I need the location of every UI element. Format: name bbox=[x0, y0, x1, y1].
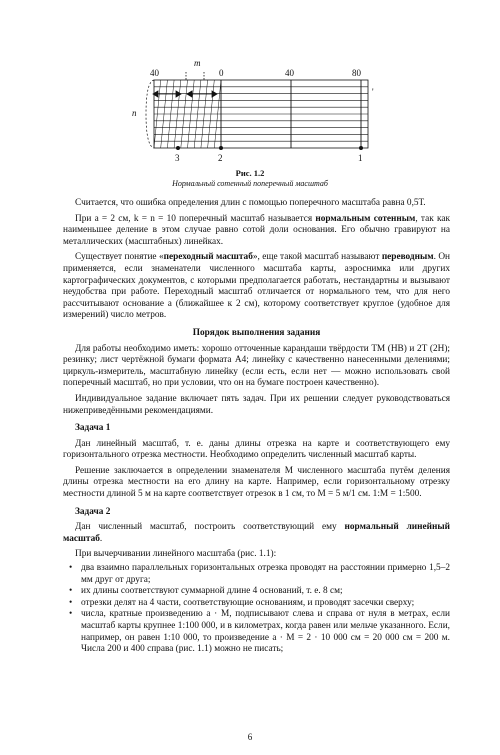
body-text bbox=[63, 198, 450, 656]
paragraph: Существует понятие «переходный масштаб», еще такой масштаб называют переводным. Он применяется, если знаменатели численного масштаба карты, аэроснимка или других картографических документов, с которыми предполагается работать, нестандартны и вызывают неудобства при работе. Переходный масштаб отличается от нормального тем, что для него рассчитывают основание a (ближайшее к 2 см), которому соответствует круглое (удобное для измерений) число метров. bbox=[63, 252, 451, 321]
paragraph: Решение заключается в определении знаменателя M численного масштаба путём деления длины отрезка местности на его длину на карте. Например, если горизонтальному отрезку местности длиной 5 м на карте соответствует отрезок в 1 см, то M = 5 м/1 см. 1:M = 1:500. bbox=[63, 465, 450, 500]
point-label: 1 bbox=[358, 153, 363, 163]
bullet-list bbox=[63, 563, 450, 656]
task-heading: Задача 2 bbox=[75, 506, 111, 517]
task-heading: Задача 1 bbox=[75, 423, 111, 434]
section-heading: Порядок выполнения задания bbox=[192, 327, 321, 338]
tick-label: 40 bbox=[150, 68, 159, 78]
point-label: 2 bbox=[218, 153, 223, 163]
paragraph: Индивидуальное задание включает пять задач. При их решении следует руководствоваться нижеприведёнными рекомендациями. bbox=[63, 393, 450, 416]
paragraph: Для работы необходимо иметь: хорошо отточенные карандаши твёрдости ТМ (HB) и 2Т (2H); резинку; лист чертёжной бумаги формата А4; линейку с качественно нанесенными делениями; циркуль-измеритель, масштабную линейку (если есть, если нет — можно использовать свой поперечный масштаб, но при условии, что он на бумаге построен качественно). bbox=[63, 343, 450, 389]
list-item: • два взаимно параллельных горизонтальных отрезка проводят на расстоянии примерно 1,5–2 мм друг от друга; bbox=[63, 563, 450, 586]
page-number: 6 bbox=[247, 732, 253, 742]
tick-label: 0 bbox=[219, 68, 224, 78]
paragraph: Дан численный масштаб, построить соответствующий ему нормальный линейный масштаб. bbox=[63, 522, 450, 544]
paragraph: При a = 2 см, k = n = 10 поперечный масштаб называется нормальным сотенным, так как наименьшее деление в этом случае равно сотой доли основания. Его обычно гравируют на металлических (масштабных) линейках. bbox=[63, 213, 450, 247]
label-m: m bbox=[194, 58, 201, 68]
list-item: • числа, кратные произведению a · M, подписывают слева и справа от нуля в метрах, если масштаб карты крупнее 1:100 000, и в километрах, когда равен или мельче указанного. Если, например, он равен 1:10 000, то произведение a · M = 2 · 10 000 см = 20 000 см = 200 м. Числа 200 и 400 справа (рис. 1.1) можно не писать; bbox=[63, 609, 450, 655]
point-label: 3 bbox=[175, 153, 180, 163]
transverse-scale-figure bbox=[132, 58, 380, 168]
list-item: • отрезки делят на 4 части, соответствующие основаниям, и проводят засечки сверху; bbox=[63, 598, 450, 610]
figure-subtitle: Нормальный сотенный поперечный масштаб bbox=[172, 179, 328, 188]
paragraph: При вычерчивании линейного масштаба (рис. 1.1): bbox=[75, 549, 277, 560]
tick-label: ' bbox=[372, 87, 374, 97]
figure-title: Рис. 1.2 bbox=[235, 168, 265, 178]
tick-label: 80 bbox=[352, 68, 361, 78]
tick-label: 40 bbox=[285, 68, 294, 78]
list-item: • их длины соответствуют суммарной длине 4 оснований, т. е. 8 см; bbox=[63, 586, 450, 598]
paragraph: Считается, что ошибка определения длин с помощью поперечного масштаба равна 0,5Т. bbox=[75, 198, 426, 208]
label-n: n bbox=[132, 108, 137, 118]
paragraph: Дан линейный масштаб, т. е. даны длины отрезка на карте и соответствующего ему горизонтального отрезка местности. Необходимо определить численный масштаб карты. bbox=[63, 438, 450, 461]
